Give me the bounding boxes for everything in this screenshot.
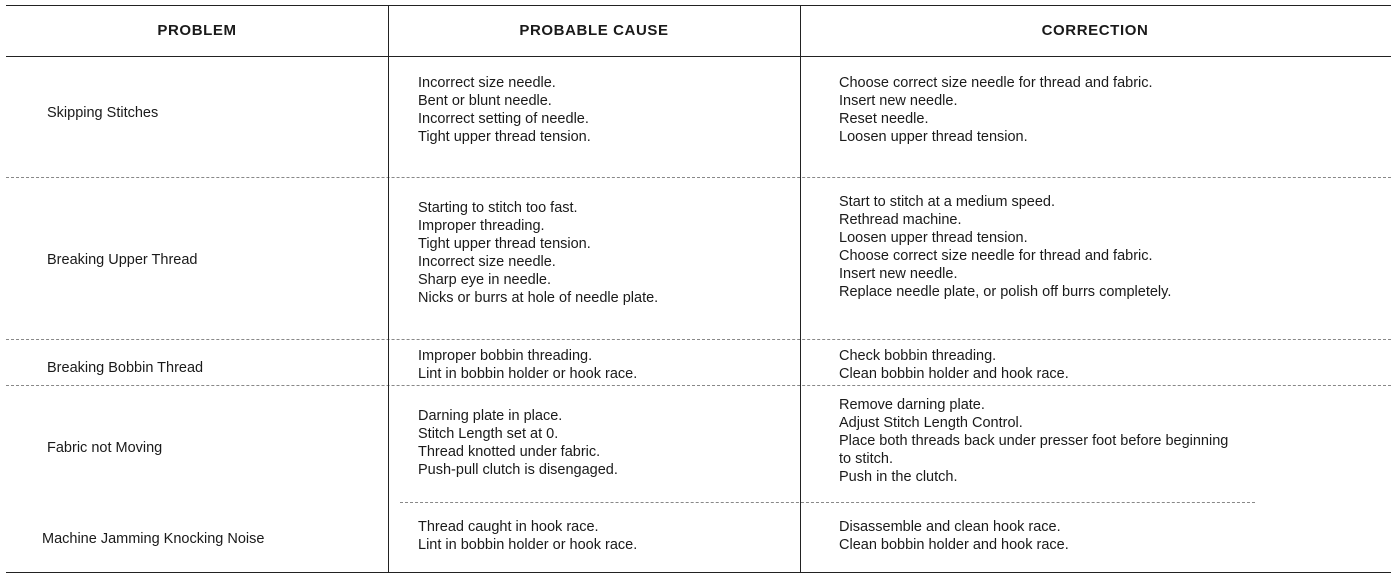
header-correction: CORRECTION [1041, 22, 1149, 39]
table-bottom-border [6, 572, 1391, 573]
correction-line: Reset needle. [839, 111, 929, 127]
correction-line: Check bobbin threading. [839, 348, 997, 364]
row-divider [6, 177, 1391, 178]
correction-line: Start to stitch at a medium speed. [839, 194, 1055, 210]
cause-line: Nicks or burrs at hole of needle plate. [418, 290, 659, 306]
problem-cell: Skipping Stitches [47, 105, 159, 121]
problem-cell: Machine Jamming Knocking Noise [42, 531, 265, 547]
correction-cell [839, 396, 1228, 486]
correction-line: Rethread machine. [839, 212, 962, 228]
cause-cell [418, 407, 618, 479]
correction-cell [839, 74, 1153, 146]
cause-line: Stitch Length set at 0. [418, 426, 559, 442]
cause-line: Sharp eye in needle. [418, 272, 552, 288]
correction-line: Choose correct size needle for thread and fabric. [839, 248, 1153, 264]
cause-line: Incorrect setting of needle. [418, 111, 589, 127]
cause-cell [418, 74, 591, 146]
cause-cell [418, 199, 658, 307]
cause-line: Tight upper thread tension. [418, 129, 591, 145]
correction-line: Disassemble and clean hook race. [839, 519, 1061, 535]
cause-cell [418, 347, 637, 383]
correction-line: to stitch. [839, 451, 893, 467]
cause-line: Lint in bobbin holder or hook race. [418, 366, 638, 382]
correction-line: Replace needle plate, or polish off burrs completely. [839, 284, 1172, 300]
problem-cell: Fabric not Moving [47, 440, 163, 456]
header-divider [6, 56, 1391, 57]
correction-cell [839, 193, 1171, 301]
correction-cell [839, 518, 1069, 554]
correction-line: Loosen upper thread tension. [839, 230, 1028, 246]
row-divider [6, 385, 1391, 386]
correction-cell [839, 347, 1069, 383]
cause-line: Starting to stitch too fast. [418, 200, 578, 216]
cause-cell [418, 518, 637, 554]
correction-line: Choose correct size needle for thread and fabric. [839, 75, 1153, 91]
cause-line: Lint in bobbin holder or hook race. [418, 537, 638, 553]
row-divider [400, 502, 1255, 503]
correction-line: Push in the clutch. [839, 469, 958, 485]
cause-line: Thread caught in hook race. [418, 519, 599, 535]
cause-line: Tight upper thread tension. [418, 236, 591, 252]
cause-line: Bent or blunt needle. [418, 93, 552, 109]
correction-line: Place both threads back under presser foot before beginning [839, 433, 1229, 449]
problem-cell: Breaking Bobbin Thread [47, 360, 204, 376]
cause-line: Improper threading. [418, 218, 545, 234]
correction-line: Remove darning plate. [839, 397, 985, 413]
column-divider [800, 5, 801, 573]
correction-line: Loosen upper thread tension. [839, 129, 1028, 145]
row-divider [6, 339, 1391, 340]
correction-line: Clean bobbin holder and hook race. [839, 366, 1069, 382]
correction-line: Adjust Stitch Length Control. [839, 415, 1023, 431]
cause-line: Thread knotted under fabric. [418, 444, 601, 460]
correction-line: Insert new needle. [839, 93, 958, 109]
header-probable-cause: PROBABLE CAUSE [519, 22, 669, 39]
column-divider [388, 5, 389, 573]
cause-line: Darning plate in place. [418, 408, 563, 424]
cause-line: Push-pull clutch is disengaged. [418, 462, 618, 478]
cause-line: Improper bobbin threading. [418, 348, 593, 364]
correction-line: Insert new needle. [839, 266, 958, 282]
problem-cell: Breaking Upper Thread [47, 252, 198, 268]
header-problem: PROBLEM [157, 22, 237, 39]
correction-line: Clean bobbin holder and hook race. [839, 537, 1069, 553]
cause-line: Incorrect size needle. [418, 75, 556, 91]
table-top-border [6, 5, 1391, 6]
cause-line: Incorrect size needle. [418, 254, 556, 270]
